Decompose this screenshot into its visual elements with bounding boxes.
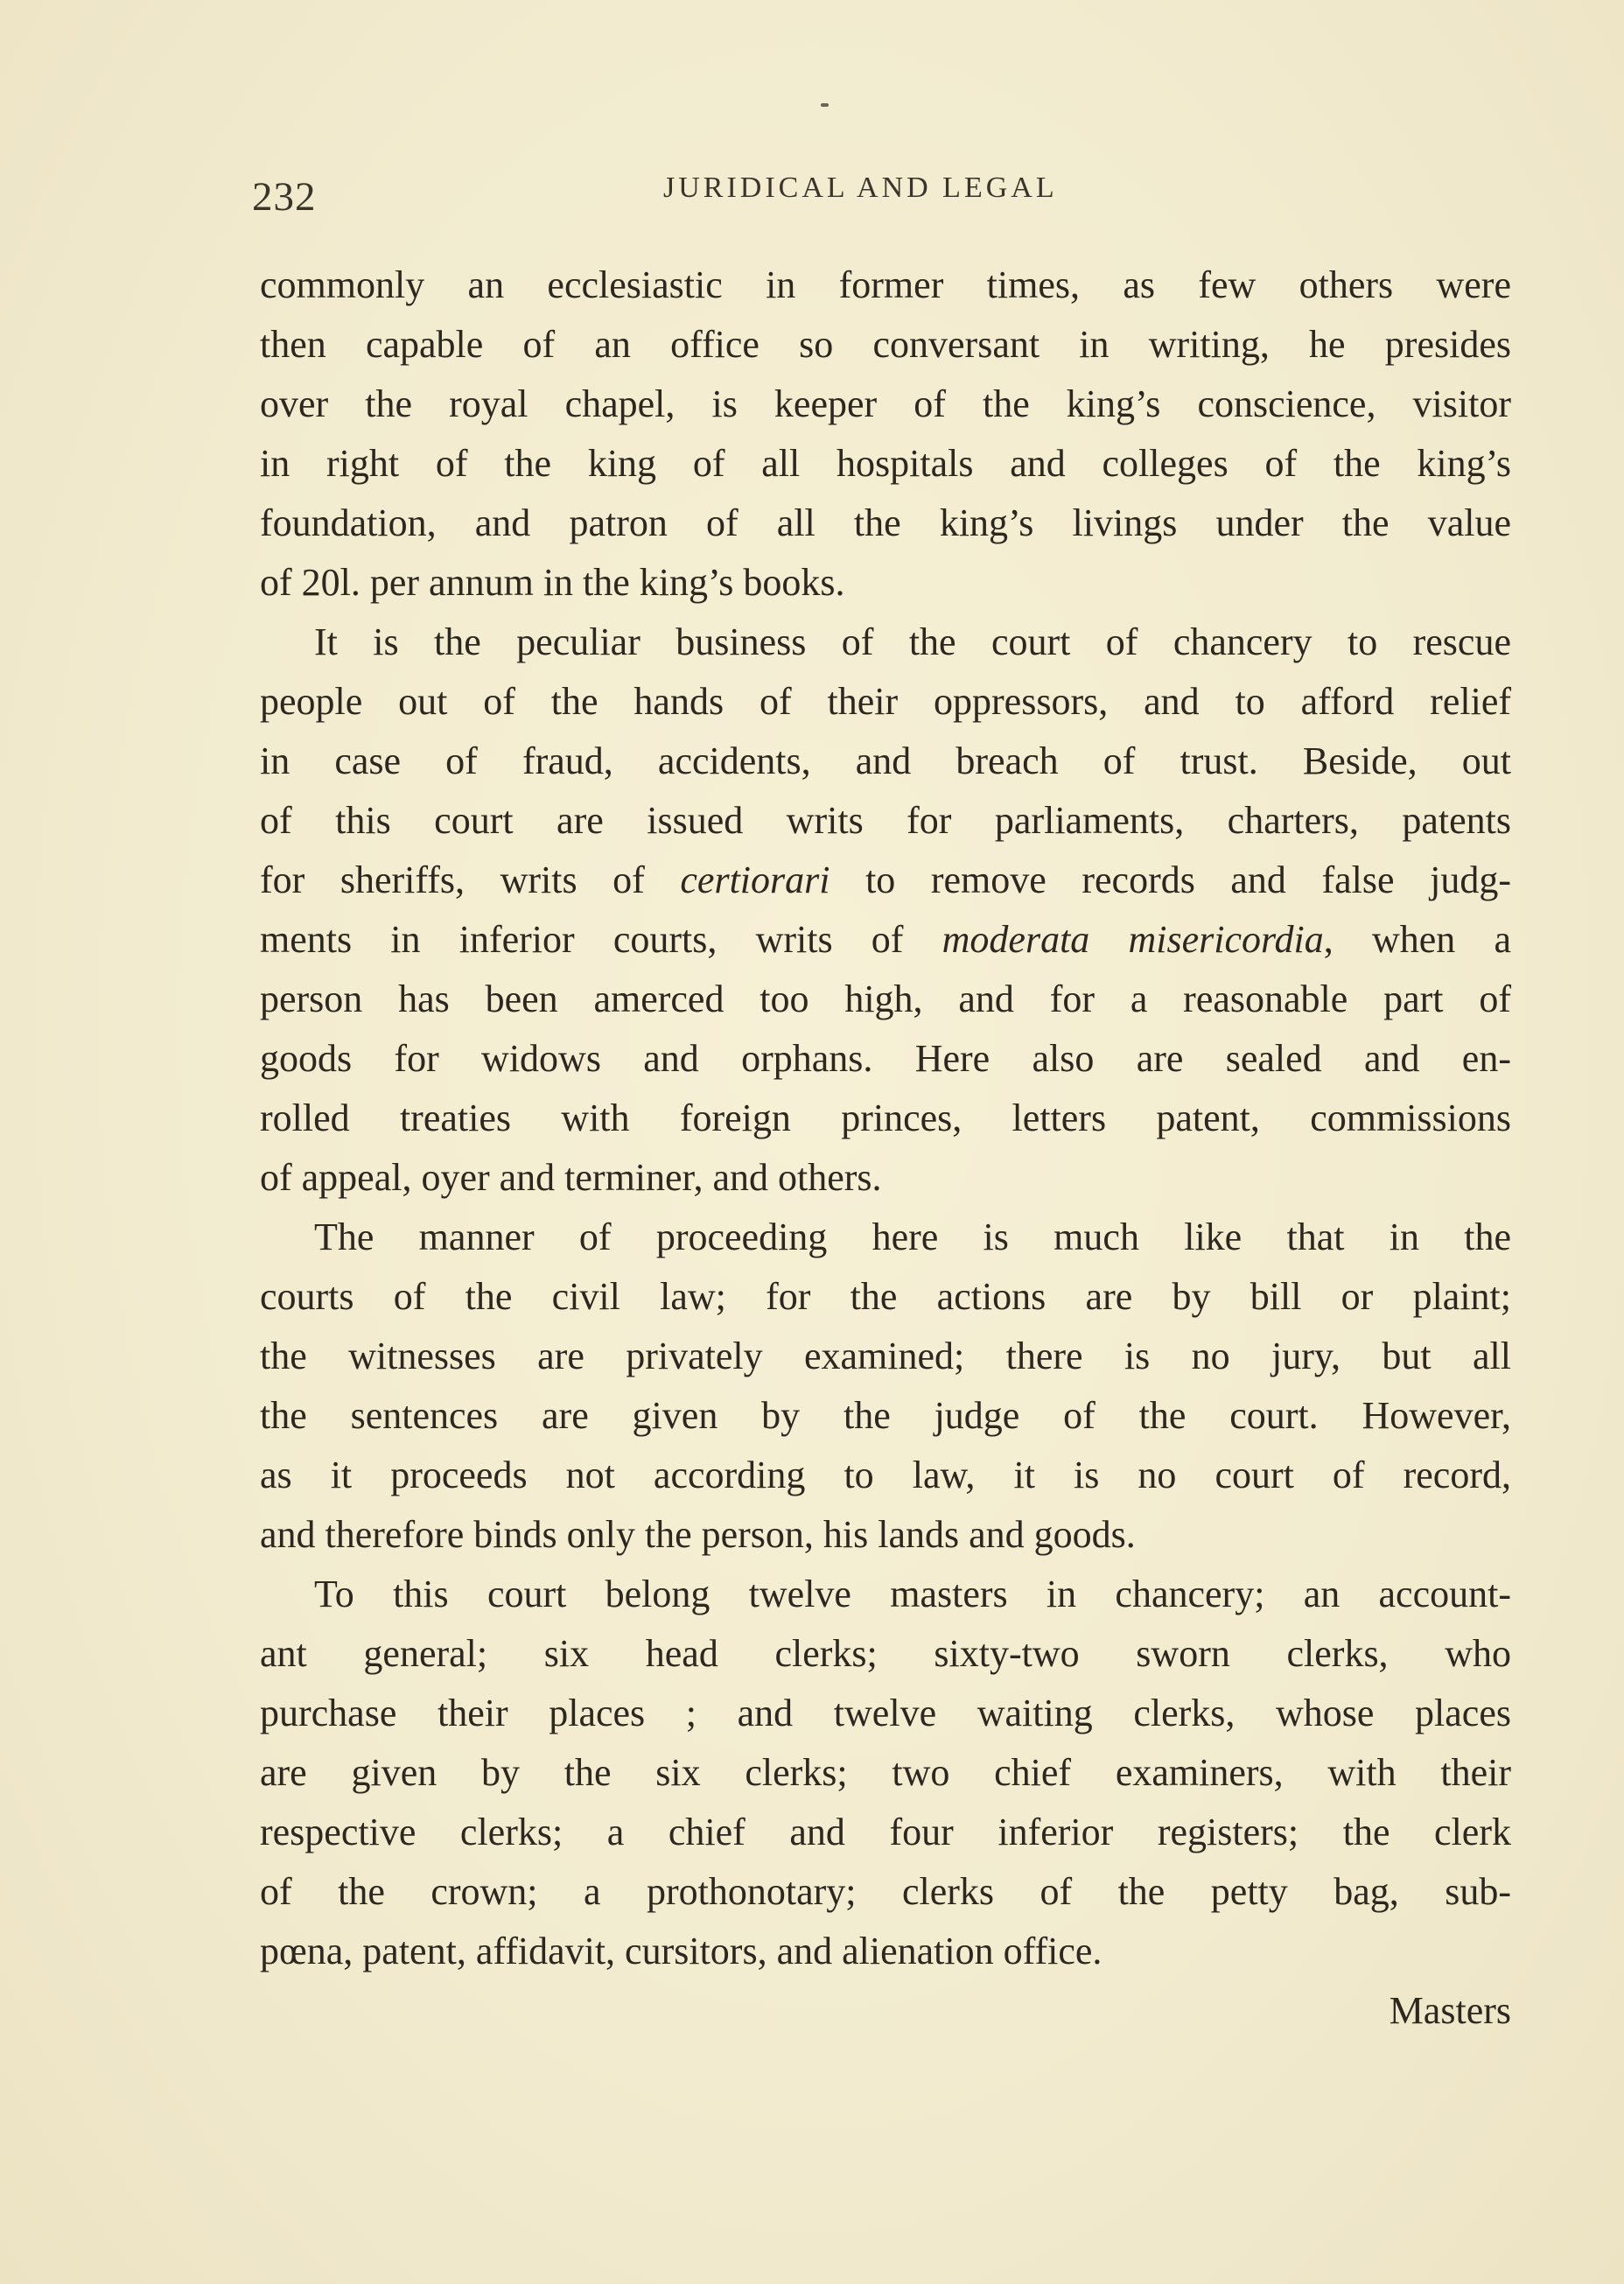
text-line — [260, 851, 1511, 910]
text-line: ant general; six head clerks; sixty-two sworn clerks, who — [260, 1632, 1511, 1675]
text-line — [260, 910, 1511, 970]
text-line: of the crown; a prothonotary; clerks of the petty bag, sub- — [260, 1870, 1511, 1913]
text-line: pœna, patent, affidavit, cursitors, and alienation office. — [260, 1930, 1102, 1972]
body-text — [260, 256, 1511, 2041]
text-line: rolled treaties with foreign princes, letters patent, commissions — [260, 1096, 1511, 1139]
text-line: of appeal, oyer and terminer, and others. — [260, 1156, 882, 1199]
text-line: courts of the civil law; for the actions are by bill or plaint; — [260, 1275, 1511, 1318]
text-line: as it proceeds not according to law, it is no court of record, — [260, 1454, 1511, 1496]
text-line: person has been amerced too high, and for a reasonable part of — [260, 977, 1511, 1020]
text-line: over the royal chapel, is keeper of the king’s conscience, visitor — [260, 382, 1511, 425]
text-line: It is the peculiar business of the court of chancery to rescue — [314, 620, 1511, 663]
text-segment: for sheriffs, writs of — [260, 858, 681, 901]
text-line: commonly an ecclesiastic in former times, as few others were — [260, 263, 1511, 306]
ink-speck — [821, 103, 829, 107]
text-line: of 20l. per annum in the king’s books. — [260, 561, 845, 604]
text-segment: , when a — [1323, 918, 1511, 961]
text-line: purchase their places ; and twelve waiting clerks, whose places — [260, 1692, 1511, 1734]
text-line: the sentences are given by the judge of the court. However, — [260, 1394, 1511, 1437]
text-line: of this court are issued writs for parliaments, charters, patents — [260, 799, 1511, 842]
text-segment: to remove records and false judg- — [830, 858, 1511, 901]
text-line: and therefore binds only the person, his lands and goods. — [260, 1513, 1136, 1556]
catchword: Masters — [1389, 1989, 1511, 2032]
text-line: respective clerks; a chief and four inferior registers; the clerk — [260, 1811, 1511, 1853]
text-line: foundation, and patron of all the king’s livings under the value — [260, 501, 1511, 544]
text-line: are given by the six clerks; two chief examiners, with their — [260, 1751, 1511, 1794]
page-number: 232 — [252, 174, 317, 220]
italic-term-certiorari: certiorari — [680, 858, 830, 901]
text-line: goods for widows and orphans. Here also are sealed and en- — [260, 1037, 1511, 1080]
text-line: then capable of an office so conversant in writing, he presides — [260, 323, 1511, 366]
text-line: people out of the hands of their oppressors, and to afford relief — [260, 680, 1511, 723]
text-line: To this court belong twelve masters in chancery; an account- — [314, 1573, 1511, 1615]
text-line: in case of fraud, accidents, and breach of trust. Beside, out — [260, 739, 1511, 782]
text-line: the witnesses are privately examined; there is no jury, but all — [260, 1335, 1511, 1377]
italic-term-moderata-misericordia: moderata misericordia — [942, 918, 1324, 961]
text-line: The manner of proceeding here is much like that in the — [314, 1216, 1511, 1258]
catchword-line — [260, 1981, 1511, 2041]
text-line: in right of the king of all hospitals and colleges of the king’s — [260, 442, 1511, 485]
running-head: JURIDICAL AND LEGAL — [663, 172, 1058, 204]
text-segment: ments in inferior courts, writs of — [260, 918, 942, 961]
